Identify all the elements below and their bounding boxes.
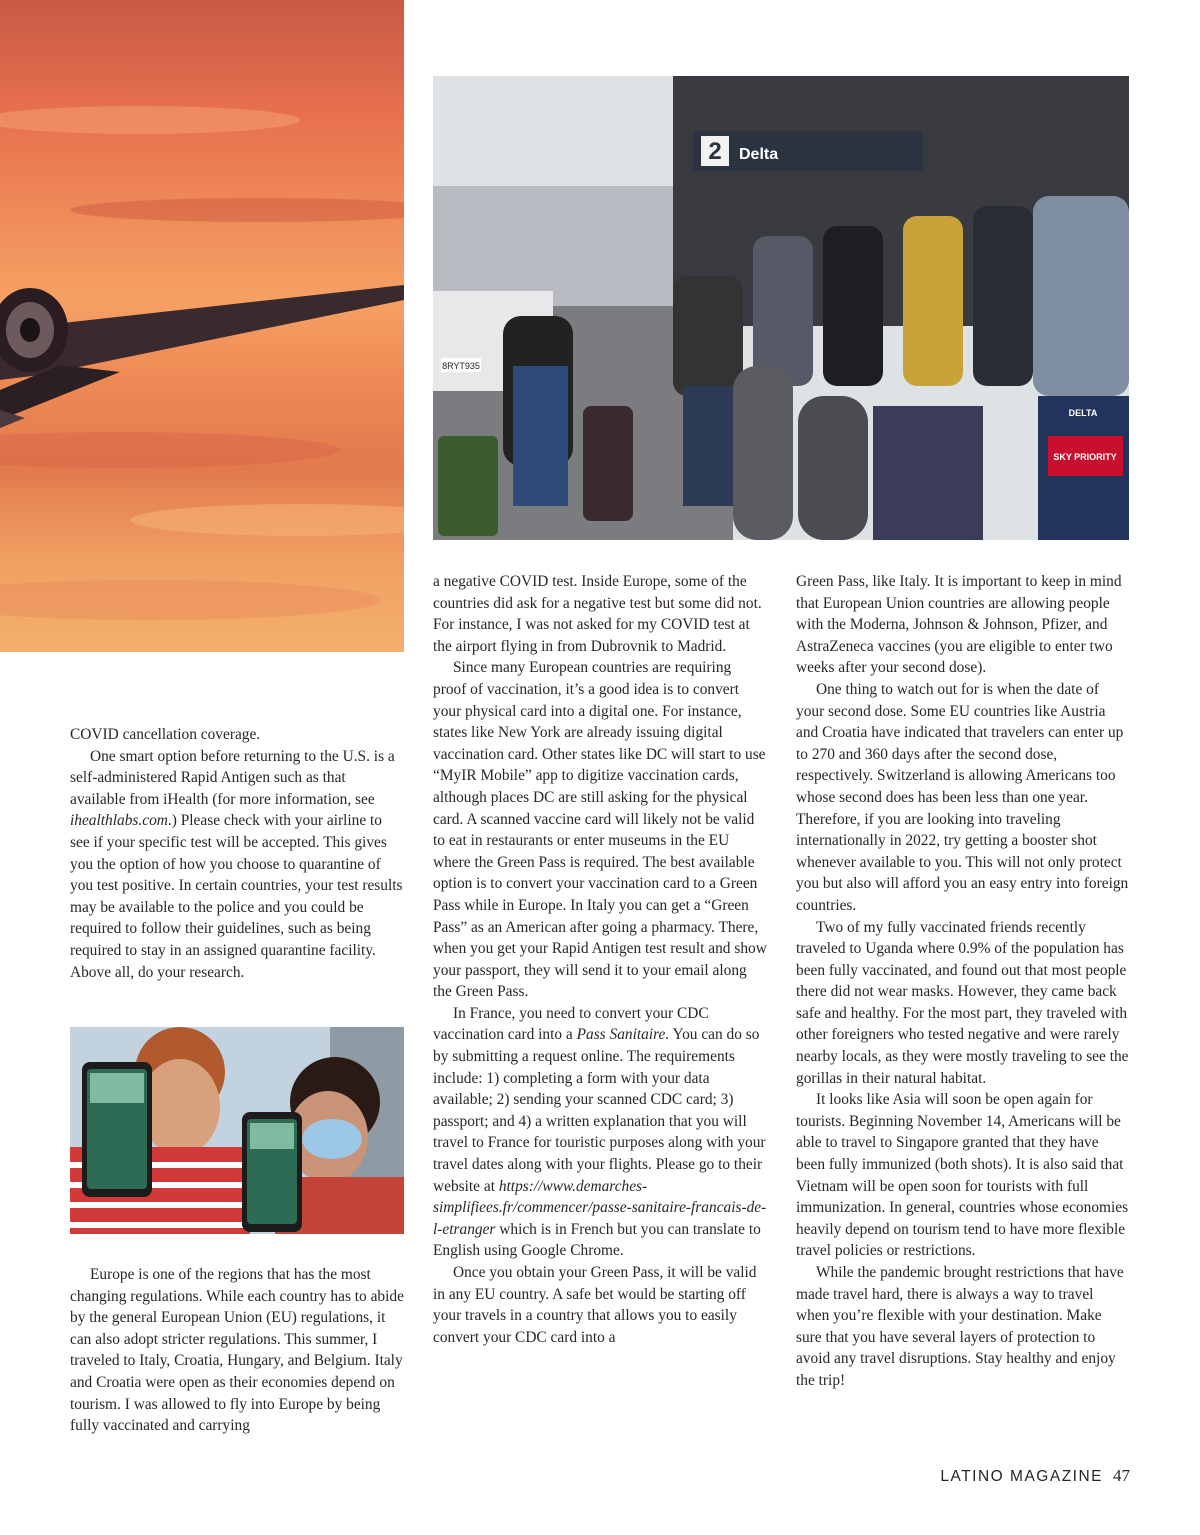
airplane-icon: [0, 0, 404, 652]
paragraph: Once you obtain your Green Pass, it will be valid in any EU country. A safe bet would be starting off your travels in a country that allows you to easily convert your CDC card into a: [433, 1264, 757, 1346]
demarches-link[interactable]: https://www.demarches-simplifiees.fr/commencer/passe-sanitaire-francais-de-l-etranger: [433, 1177, 767, 1238]
page-number: 47: [1113, 1466, 1130, 1485]
paragraph: Green Pass, like Italy. It is important to keep in mind that European Union countries are allowing people with the Moderna, Johnson & Johnson, Pfizer, and AstraZeneca vaccines (you are eligible to enter two weeks after your second dose).: [796, 573, 1122, 677]
paragraph: One thing to watch out for is when the date of your second dose. Some EU countries like Austria and Croatia have indicated that travelers can enter up to 270 and 360 days after the second dose, respectively. Switzerland is allowing Americans too whose second does has been less than one year. Therefore, if you are looking into traveling internationally in 2022, try getting a booster shot whenever available to you. This will not only protect you but also will afford you an easy entry into foreign countries.: [796, 680, 1129, 914]
text-run: which is in French but you can translate to English using Google Chrome.: [433, 1220, 761, 1260]
text-run: You can do so by submitting a request online. The requirements include: 1) completing a form with your data available; 2) sending your scanned CDC card; 3) passport; and 4) a written explanation that you will travel to France for touristic purposes along with your travel dates along with your flights. Please go to their website at: [433, 1026, 766, 1195]
column-2: [433, 571, 767, 1348]
terminal-airline: Delta: [739, 146, 779, 163]
column-1-top: [70, 724, 404, 983]
pass-sanitaire-term: Pass Sanitaire.: [576, 1026, 670, 1044]
paragraph: a negative COVID test. Inside Europe, some of the countries did ask for a negative test but some did not. For instance, I was not asked for my COVID test at the airport flying in from Dubrovnik to Madrid.: [433, 573, 762, 655]
paragraph: [70, 746, 404, 984]
sky-priority-sign: SKY PRIORITY: [1053, 452, 1117, 462]
delta-sign: DELTA: [1068, 408, 1098, 418]
license-plate: 8RYT935: [442, 361, 480, 371]
text-run: In France, you need to convert your CDC vaccination card into a: [433, 1004, 709, 1044]
text-run: .) Please check with your airline to see if your specific test will be accepted. This gives you the option of how you choose to quarantine of you test positive. In certain countries, your test results may be available to the police and you could be required to follow their guidelines, such as being required to stay in an assigned quarantine facility. Above all, do your research.: [70, 812, 403, 981]
text-run: One smart option before returning to the U.S. is a self-administered Rapid Antigen such as that available from iHealth (for more information, see: [70, 747, 395, 808]
airport-terminal-photo: [433, 76, 1129, 540]
page-footer: [930, 1466, 1130, 1486]
terminal-number: 2: [708, 138, 722, 165]
green-pass-phones-photo: [70, 1027, 404, 1234]
paragraph: It looks like Asia will soon be open again for tourists. Beginning November 14, Americans will be able to travel to Singapore granted that they have been fully immunized (both shots). It is also said that Vietnam will be open soon for tourists with full immunization. In general, countries whose economies heavily depend on tourism tend to have more flexible travel policies or restrictions.: [796, 1091, 1129, 1260]
airplane-sunset-photo: [0, 0, 404, 652]
paragraph: Europe is one of the regions that has the most changing regulations. While each country has to abide by the general European Union (EU) regulations, it can also adopt stricter regulations. This summer, I traveled to Italy, Croatia, Hungary, and Belgium. Italy and Croatia were open as their economies depend on tourism. I was allowed to fly into Europe by being fully vaccinated and carrying: [70, 1266, 404, 1435]
airport-scene: [433, 76, 1129, 540]
magazine-name: LATINO MAGAZINE: [940, 1468, 1103, 1485]
paragraph: Since many European countries are requiring proof of vaccination, it’s a good idea is to convert your physical card into a digital one. For instance, states like New York are already issuing digital vaccination card. Other states like DC will start to use “MyIR Mobile” app to digitize vaccination cards, although places DC are still asking for the physical card. A scanned vaccine card will likely not be valid to eat in restaurants or enter museums in the EU where the Green Pass is required. The best available option is to convert your vaccination card to a Green Pass while in Europe. In Italy you can get a “Green Pass” as an American after going a pharmacy. There, when you get your Rapid Antigen test result and show your passport, they will send it to your email along the Green Pass.: [433, 659, 767, 1001]
paragraph: [433, 1003, 767, 1262]
ihealth-link[interactable]: ihealthlabs.com: [70, 812, 168, 830]
paragraph: COVID cancellation coverage.: [70, 726, 261, 743]
paragraph: While the pandemic brought restrictions that have made travel hard, there is always a way to travel when you’re flexible with your destination. Make sure that you have several layers of protection to avoid any travel disruptions. Stay healthy and enjoy the trip!: [796, 1264, 1124, 1389]
column-3: [796, 571, 1130, 1392]
paragraph: Two of my fully vaccinated friends recently traveled to Uganda where 0.9% of the population has been fully vaccinated, and found out that most people there did not wear masks. However, they came back safe and healthy. For the most part, they traveled with other foreigners who tested negative and were rarely nearby locals, as they were mostly traveling to see the gorillas in their natural habitat.: [796, 918, 1129, 1087]
green-pass-scene: [70, 1027, 404, 1234]
column-1-bottom: [70, 1264, 404, 1437]
